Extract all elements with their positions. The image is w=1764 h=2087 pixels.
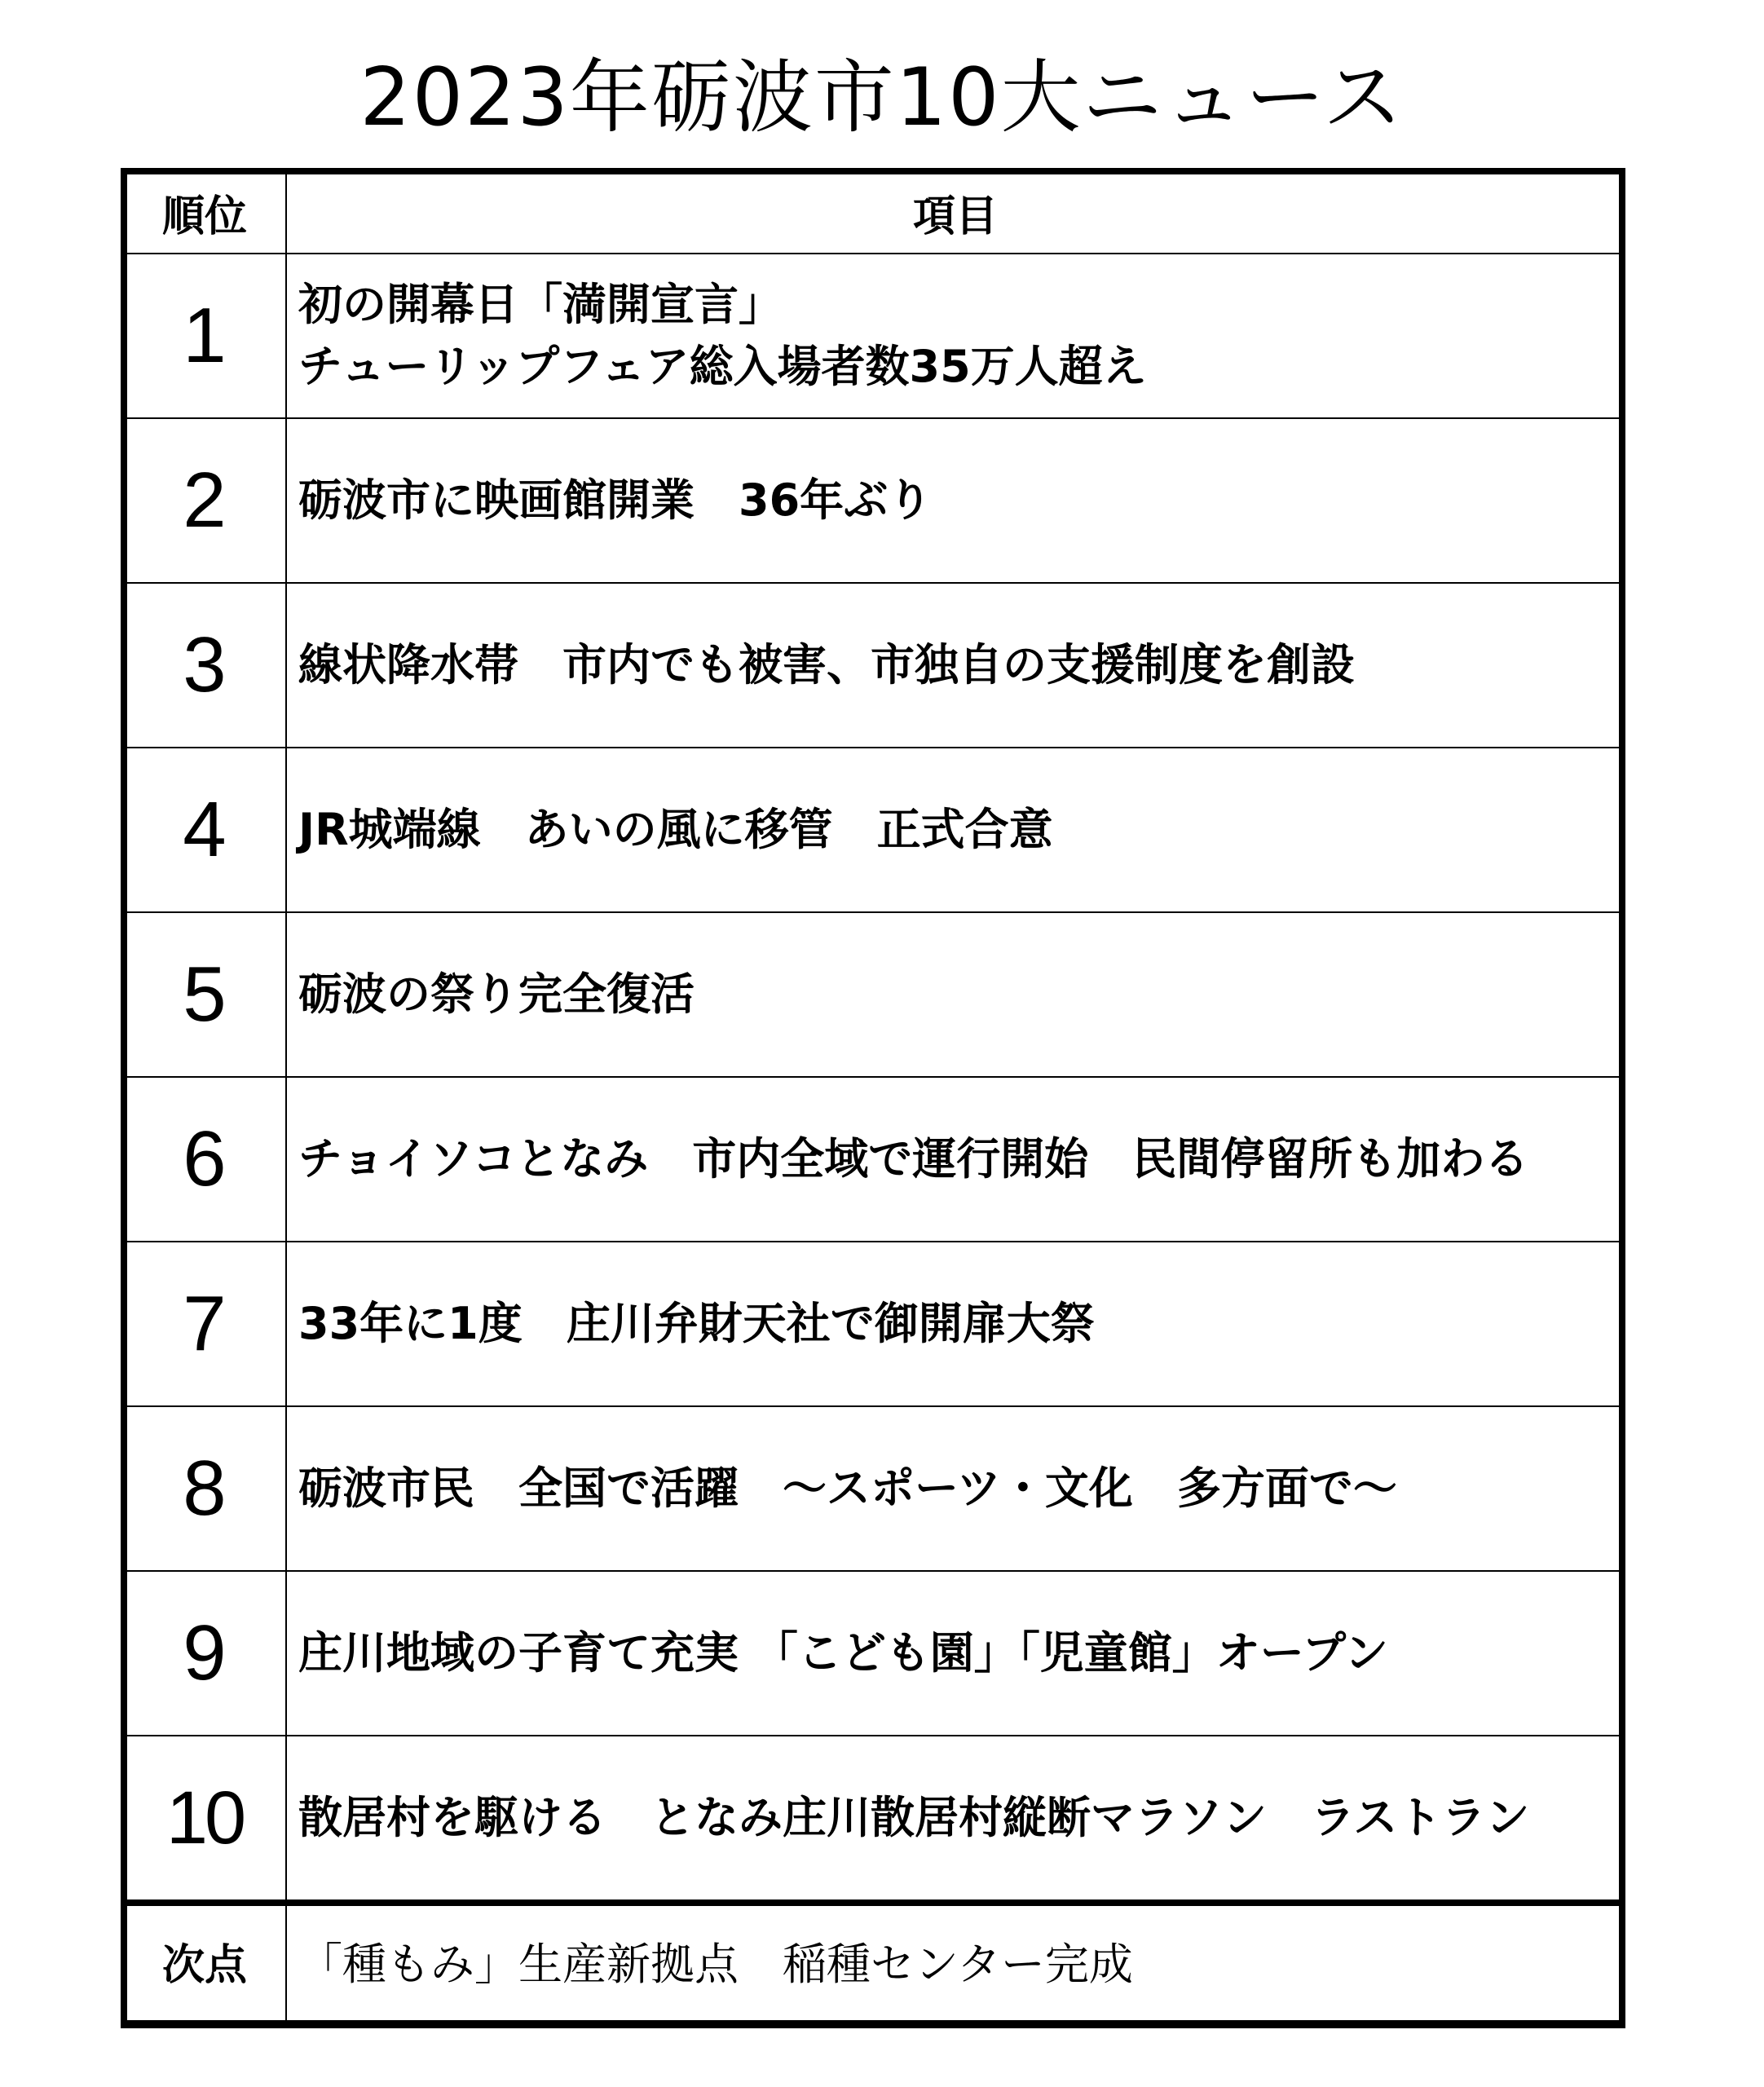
item-cell	[286, 748, 1625, 912]
table-row	[123, 418, 1625, 583]
item-cell	[286, 1571, 1625, 1736]
runner-up-label: 次点	[123, 1900, 286, 2021]
rank-cell: 7	[123, 1242, 286, 1406]
rank-cell: 6	[123, 1077, 286, 1242]
item-cell	[286, 1406, 1625, 1571]
item-cell	[286, 254, 1625, 418]
table-row	[123, 1571, 1625, 1736]
table-row	[123, 1736, 1625, 1900]
news-table-grid	[122, 170, 1625, 2022]
table-row	[123, 1406, 1625, 1571]
item-line: 線状降水帯 市内でも被害、市独自の支援制度を創設	[298, 639, 1355, 691]
item-cell	[286, 418, 1625, 583]
rank-cell: 8	[123, 1406, 286, 1571]
runner-up-item: 「種もみ」生産新拠点 稲種センター完成	[286, 1900, 1625, 2021]
rank-cell: 9	[123, 1571, 286, 1736]
rank-cell: 4	[123, 748, 286, 912]
rank-cell: 10	[123, 1736, 286, 1900]
page-title: 2023年砺波市10大ニュース	[359, 51, 1405, 144]
item-cell	[286, 583, 1625, 748]
item-line: 庄川地域の子育て充実 「こども園」「児童館」オープン	[298, 1627, 1388, 1679]
table-row	[123, 748, 1625, 912]
item-cell	[286, 912, 1625, 1077]
item-line: 33年に1度 庄川弁財天社で御開扉大祭	[298, 1298, 1095, 1349]
header-rank: 順位	[123, 170, 286, 254]
item-cell	[286, 1242, 1625, 1406]
item-line: チューリップフェア総入場者数35万人超え	[298, 341, 1147, 392]
table-row	[123, 254, 1625, 418]
table-header-row	[123, 170, 1625, 254]
table-row	[123, 1242, 1625, 1406]
item-line: 初の開幕日「満開宣言」	[298, 279, 783, 330]
rank-cell: 1	[123, 254, 286, 418]
item-line: 砺波市民 全国で活躍 ～スポーツ・文化 多方面で～	[298, 1463, 1397, 1514]
item-line: JR城端線 あいの風に移管 正式合意	[298, 804, 1053, 855]
table-row	[123, 1077, 1625, 1242]
item-cell	[286, 1736, 1625, 1900]
table-row	[123, 583, 1625, 748]
item-cell	[286, 1077, 1625, 1242]
rank-cell: 2	[123, 418, 286, 583]
item-line: 散居村を駆ける となみ庄川散居村縦断マラソン ラストラン	[298, 1792, 1530, 1843]
item-line: チョイソコとなみ 市内全域で運行開始 民間停留所も加わる	[298, 1133, 1529, 1185]
news-table	[122, 170, 1624, 2038]
item-line: 砺波の祭り完全復活	[298, 968, 695, 1020]
rank-cell: 5	[123, 912, 286, 1077]
header-item: 項目	[286, 170, 1625, 254]
rank-cell: 3	[123, 583, 286, 748]
runner-up-row	[123, 1900, 1625, 2021]
table-row	[123, 912, 1625, 1077]
item-line: 砺波市に映画館開業 36年ぶり	[298, 474, 933, 526]
